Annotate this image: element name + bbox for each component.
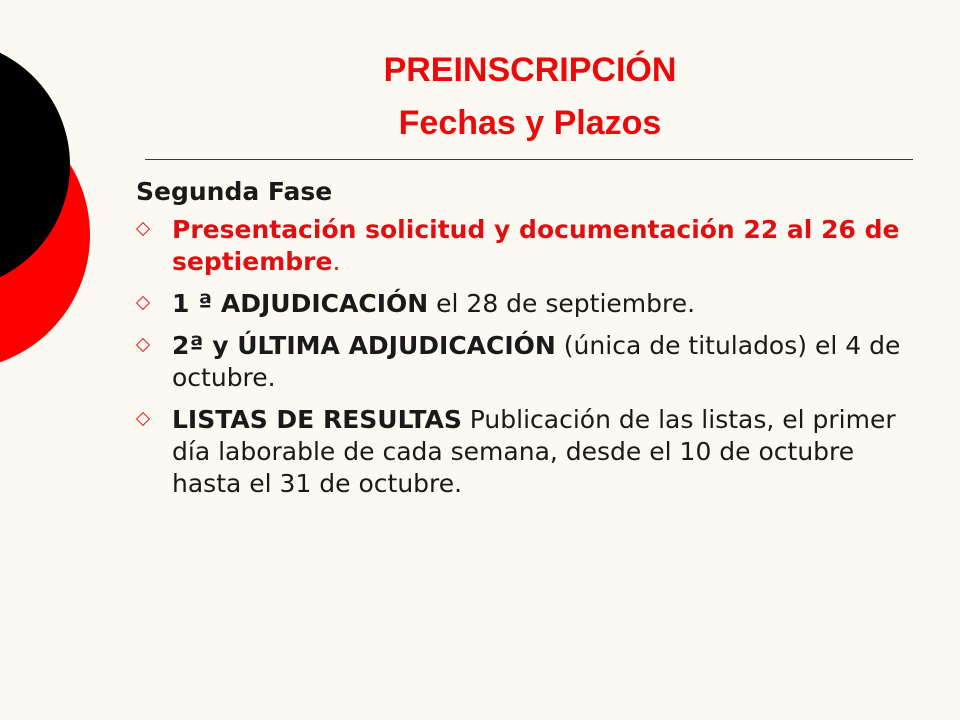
bullet-bold-text: 2ª y ÚLTIMA ADJUDICACIÓN — [172, 331, 556, 360]
title-divider — [145, 159, 913, 160]
diamond-bullet-icon — [136, 296, 150, 310]
bullet-item-presentacion — [136, 214, 926, 278]
bullet-item-listas-resultas — [136, 404, 926, 500]
bullet-text: Publicación de las listas, el primer día laborable de cada semana, desde el 10 de octubre hasta el 31 de octubre. — [172, 405, 896, 498]
bullet-text: . — [332, 247, 341, 276]
bullet-list — [136, 214, 926, 500]
bullet-text: el 28 de septiembre. — [428, 289, 696, 318]
diamond-bullet-icon — [136, 338, 150, 352]
bullet-bold-text: LISTAS DE RESULTAS — [172, 405, 462, 434]
diamond-bullet-icon — [136, 222, 150, 236]
bullet-item-primera-adjudicacion — [136, 288, 926, 320]
slide-content — [136, 176, 926, 510]
slide-subtitle: Fechas y Plazos — [398, 104, 662, 142]
slide-title: PREINSCRIPCIÓN — [383, 51, 677, 89]
bullet-bold-text: Presentación solicitud y documentación 22 al 26 de septiembre — [172, 215, 900, 276]
bullet-item-ultima-adjudicacion — [136, 330, 926, 394]
bullet-text: (única de titulados) el 4 de octubre. — [172, 331, 901, 392]
bullet-bold-text: 1 ª ADJUDICACIÓN — [172, 289, 429, 318]
diamond-bullet-icon — [136, 412, 150, 426]
section-heading: Segunda Fase — [136, 177, 333, 206]
decorative-circles — [0, 0, 140, 400]
